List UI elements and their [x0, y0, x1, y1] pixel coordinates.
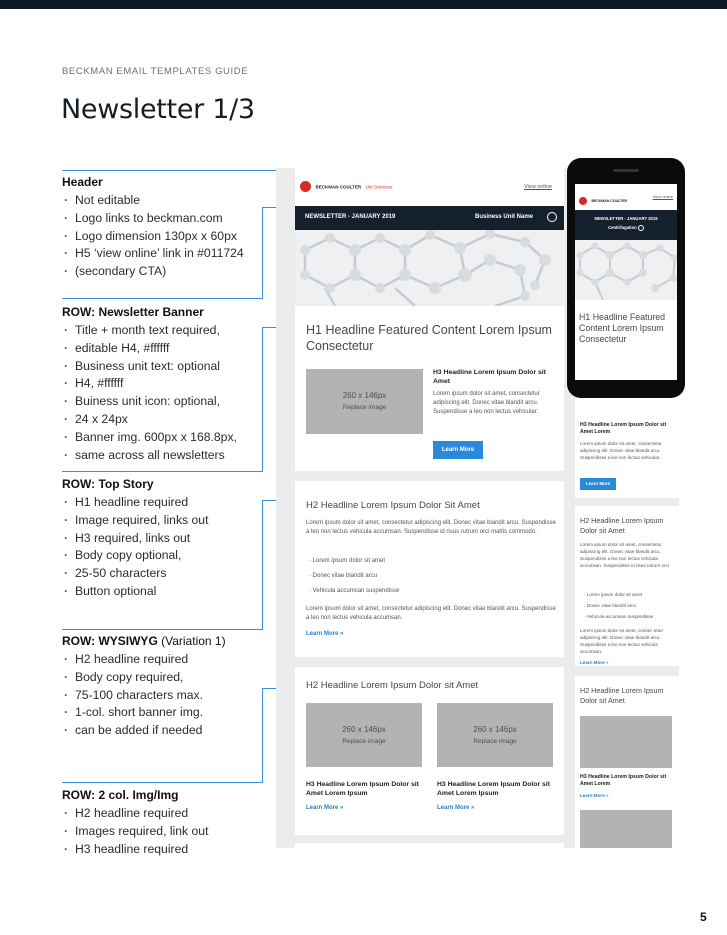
bullet-item: · Donec vitae blandit arcu	[584, 603, 637, 608]
h2-headline: H2 Headline Lorem Ipsum Dolor sit Amet	[306, 680, 479, 691]
bullet-item: · Vehicula accumsan suspendisse	[309, 588, 400, 594]
list-item: · 24 x 24px	[62, 411, 267, 429]
list-item: · H2 headline required	[62, 805, 267, 823]
list-item: · Logo links to beckman.com	[62, 210, 267, 228]
list-item: · H5 ‘view online’ link in #011724	[62, 245, 267, 263]
list-item: · Business unit text: optional	[62, 358, 267, 376]
list-item: · H3 headline required	[62, 841, 267, 859]
section-heading: ROW: WYSIWYG (Variation 1)	[62, 634, 226, 648]
placeholder-label: Replace image	[473, 738, 517, 745]
list-item: · editable H4, #ffffff	[62, 340, 267, 358]
mobile-two-col-card	[575, 676, 679, 848]
logo-icon	[300, 181, 311, 192]
list-item: · H4, #ffffff	[62, 375, 267, 393]
divider	[62, 471, 262, 472]
learn-more-button[interactable]: Learn More	[433, 441, 483, 459]
business-unit-name: Centrifugation	[575, 225, 677, 231]
h3-headline[interactable]: H3 Headline Lorem Ipsum Dolor sit Amet Lorem Ipsum	[306, 781, 419, 797]
image-placeholder[interactable]	[580, 716, 672, 768]
list-item: · H1 headline required	[62, 494, 267, 512]
h3-headline[interactable]: H3 Headline Lorem Ipsum Dolor sit Amet Lorem	[580, 422, 667, 435]
list-item: · Image required, links out	[62, 512, 267, 530]
phone-device	[567, 158, 685, 398]
divider	[262, 207, 263, 299]
banner-title: NEWSLETTER - JANUARY 2019	[594, 216, 658, 221]
section-two-col	[62, 788, 267, 858]
page-title: Newsletter 1/3	[61, 94, 255, 125]
section-heading: ROW: Top Story	[62, 477, 154, 491]
h2-headline: H2 Headline Lorem Ipsum Dolor sit Amet	[580, 686, 664, 705]
business-unit-icon	[547, 212, 557, 222]
newsletter-banner	[295, 206, 564, 230]
brand-subtext: Life Sciences	[365, 184, 393, 190]
wysiwyg-card	[295, 481, 564, 657]
section-top-story	[62, 477, 267, 601]
section-header	[62, 175, 267, 281]
brand-text: BECKMAN COULTER	[315, 184, 362, 190]
learn-more-link[interactable]: Learn More »	[580, 660, 609, 665]
brand-logo[interactable]	[579, 192, 627, 210]
list-item: · Images required, link out	[62, 823, 267, 841]
top-bar	[0, 0, 727, 9]
h3-headline[interactable]: H3 Headline Lorem Ipsum Dolor sit Amet	[433, 369, 546, 385]
h3-headline[interactable]: H3 Headline Lorem Ipsum Dolor sit Amet Lorem	[580, 774, 667, 787]
body-copy: Lorem ipsum dolor sit amet, consectetur adipiscing elit. Donec vitae blandit arcu. Suspendisse a leo non lectus vehicular.	[580, 441, 662, 460]
body-copy: Lorem ipsum dolor sit amet, consectetur adipiscing elit. Donec vitae blandit arcu. Suspendisse a leo non lectus vehicula accumsan. Suspendisse id risus rutrum orci	[580, 542, 669, 568]
divider	[62, 782, 262, 783]
divider	[62, 298, 262, 299]
logo-icon	[579, 197, 587, 205]
h2-headline: H2 Headline Lorem Ipsum Dolor Sit Amet	[306, 500, 480, 511]
mobile-wysiwyg-card	[575, 506, 679, 666]
banner-title: NEWSLETTER - JANUARY 2019	[305, 214, 396, 220]
list-item: · H2 headline required	[62, 651, 267, 669]
image-placeholder[interactable]	[306, 703, 422, 767]
placeholder-dimensions: 260 x 146px	[342, 391, 387, 400]
placeholder-dimensions: 260 x 146px	[473, 725, 517, 734]
list-item: · Not editable	[62, 192, 267, 210]
learn-more-link[interactable]: Learn More »	[306, 631, 344, 637]
list-item: · (secondary CTA)	[62, 263, 267, 281]
business-unit-icon	[638, 225, 644, 231]
bullet-item: · Lorem ipsum dolor sit amet	[309, 558, 386, 564]
section-wysiwyg	[62, 634, 267, 740]
list-item: · Logo dimension 130px x 60px	[62, 228, 267, 246]
mobile-top-story-card	[575, 398, 679, 498]
h2-headline: H2 Headline Lorem Ipsum Dolor sit Amet	[580, 516, 664, 535]
list-item: · 1-col. short banner img.	[62, 704, 267, 722]
list-item: · 75-100 characters max.	[62, 687, 267, 705]
learn-more-link[interactable]: Learn More »	[306, 805, 344, 811]
desktop-email-preview	[276, 168, 582, 848]
molecule-graphic	[575, 240, 677, 300]
list-item: · 25-50 characters	[62, 565, 267, 583]
guide-eyebrow: BECKMAN EMAIL TEMPLATES GUIDE	[62, 66, 249, 77]
list-item: · H3 required, links out	[62, 530, 267, 548]
two-col-card	[295, 667, 564, 835]
bullet-item: · Lorem ipsum dolor sit amet	[584, 592, 643, 597]
banner-image	[575, 240, 677, 300]
divider	[262, 327, 263, 472]
molecule-graphic	[295, 230, 564, 306]
body-copy: Lorem ipsum dolor sit amet, consectetur adipiscing elit. Donec vitae blandit arcu. Suspendisse a leo non lectus vehicula accumsan. Suspendisse id risus rutrum orci mattis commodo.	[306, 520, 556, 535]
list-item: · Button optional	[62, 583, 267, 601]
newsletter-banner	[575, 210, 677, 240]
learn-more-button[interactable]: Learn More	[580, 478, 616, 490]
page-number: 5	[700, 910, 707, 924]
divider-header	[62, 170, 294, 171]
placeholder-label: Replace image	[342, 738, 386, 745]
divider	[62, 629, 262, 630]
business-unit-name: Business Unit Name	[475, 214, 534, 220]
list-item: · Title + month text required,	[62, 322, 267, 340]
brand-text: BECKMAN COULTER	[591, 198, 627, 203]
section-heading: Header	[62, 175, 103, 189]
email-header-card	[295, 168, 564, 471]
phone-screen	[575, 184, 677, 380]
list-item: · Body copy optional,	[62, 547, 267, 565]
image-placeholder[interactable]	[437, 703, 553, 767]
h1-headline[interactable]: H1 Headline Featured Content Lorem Ipsum Consectetur	[579, 312, 666, 344]
view-online-link[interactable]: View online	[523, 184, 552, 190]
body-copy: Lorem ipsum dolor sit amet, consec tetur adipiscing elit. Donec vitae blandit arcu. Suspendisse a leo non lectus vehicula accumsan.	[580, 628, 663, 654]
image-placeholder[interactable]	[306, 369, 423, 434]
placeholder-dimensions: 260 x 146px	[342, 725, 386, 734]
mobile-email-preview	[575, 398, 679, 848]
section-heading: ROW: Newsletter Banner	[62, 305, 204, 319]
bullet-item: · Donec vitae blandit arcu	[309, 573, 378, 579]
section-heading: ROW: 2 col. Img/Img	[62, 788, 179, 802]
h3-headline[interactable]: H3 Headline Lorem Ipsum Dolor sit Amet Lorem Ipsum	[437, 781, 550, 797]
placeholder-label: Replace image	[342, 404, 387, 411]
list-item: · same across all newsletters	[62, 447, 267, 465]
divider	[262, 500, 263, 630]
section-newsletter-banner	[62, 305, 267, 464]
body-copy: Lorem ipsum dolor sit amet, consectetur adipiscing elit. Donec vitae blandit arcu. Suspendisse a leo non lectus vehicula accumsan.	[306, 606, 556, 621]
list-item: · can be added if needed	[62, 722, 267, 740]
list-item: · Banner img. 600px x 168.8px,	[62, 429, 267, 447]
image-placeholder[interactable]	[580, 810, 672, 848]
h1-headline[interactable]: H1 Headline Featured Content Lorem Ipsum Consectetur	[306, 323, 552, 353]
learn-more-link[interactable]: Learn More »	[437, 805, 475, 811]
list-item: · Body copy required,	[62, 669, 267, 687]
banner-image	[295, 230, 564, 306]
list-item: · Buiness unit icon: optional,	[62, 393, 267, 411]
bullet-item: · Vehicula accumsan suspendisse	[584, 614, 654, 619]
next-card	[295, 843, 564, 848]
phone-speaker	[613, 169, 639, 172]
view-online-link[interactable]: View online	[652, 194, 673, 199]
learn-more-link[interactable]: Learn More »	[580, 793, 609, 798]
body-copy: Lorem ipsum dolor sit amet, consectetur adipiscing elit. Donec vitae blandit arcu. Suspendisse a leo non lectus vehicular.	[433, 391, 540, 415]
brand-logo[interactable]	[300, 178, 392, 196]
divider	[262, 688, 263, 783]
